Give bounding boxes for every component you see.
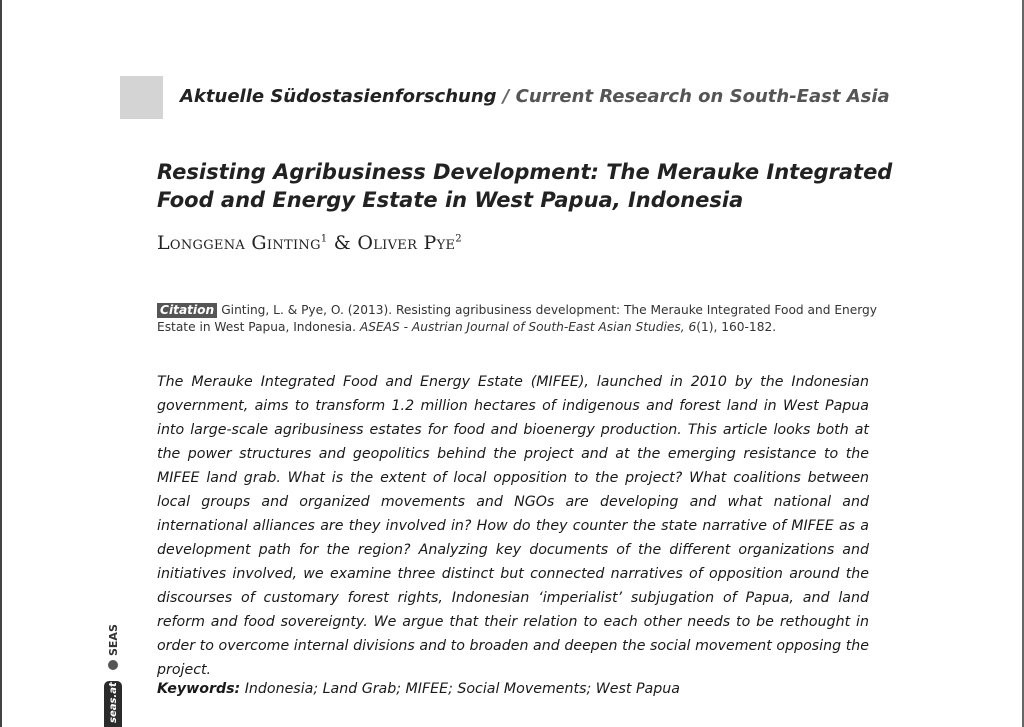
author-name: Longgena Ginting: [157, 232, 321, 254]
keywords-label: Keywords:: [157, 681, 241, 697]
author-affiliation-marker: 2: [455, 233, 462, 245]
keywords-line: [157, 681, 680, 697]
journal-separator: /: [496, 86, 516, 107]
seas-url-text: seas.at: [107, 682, 119, 723]
citation-journal: ASEAS - Austrian Journal of South-East Asian Studies, 6: [359, 320, 697, 334]
author-name: Oliver Pye: [357, 232, 456, 254]
citation-label: Citation: [157, 303, 217, 318]
author-affiliation-marker: 1: [320, 233, 328, 245]
journal-name-de: Aktuelle Südostasienforschung: [180, 86, 497, 107]
author-joiner: &: [327, 232, 358, 254]
journal-name-en: Current Research on South-East Asia: [515, 86, 890, 107]
citation-block: [157, 302, 877, 336]
keywords-text: Indonesia; Land Grab; MIFEE; Social Movements; West Papua: [240, 681, 680, 697]
journal-header: [180, 86, 890, 107]
globe-icon: [108, 660, 118, 670]
header-gray-square: [120, 76, 163, 119]
seas-logo-text: SEAS: [106, 624, 120, 656]
seas-url-tab: [104, 681, 122, 727]
citation-text: Ginting, L. & Pye, O. (2013). Resisting agribusiness development: The Merauke Integrated Food and Energy Estate in West Papua, Indonesia.: [157, 303, 878, 334]
seas-side-logo: [106, 618, 120, 670]
author-line: [157, 232, 462, 254]
article-title: Resisting Agribusiness Development: The Merauke Integrated Food and Energy Estate in West Papua, Indonesia: [157, 160, 893, 212]
abstract: The Merauke Integrated Food and Energy Estate (MIFEE), launched in 2010 by the Indonesian government, aims to transform 1.2 million hectares of indigenous and forest land in West Papua into large-scale agribusiness estates for food and bioenergy production. This article looks both at the power structures and geopolitics behind the project and at the emerging resistance to the MIFEE land grab. What is the extent of local opposition to the project? What coalitions between local groups and organized movements and NGOs are developing and what national and international alliances are they involved in? How do they counter the state narrative of MIFEE as a development path for the region? Analyzing key documents of the different organizations and initiatives involved, we examine three distinct but connected narratives of opposition around the discourses of customary forest rights, Indonesian ‘imperialist’ subjugation of Papua, and land reform and food sovereignty. We argue that their relation to each other needs to be rethought in order to overcome internal divisions and to broaden and deepen the social movement opposing the project.: [157, 374, 869, 678]
citation-issue-pages: (1), 160-182.: [696, 320, 777, 334]
page-left-edge: [0, 0, 2, 727]
